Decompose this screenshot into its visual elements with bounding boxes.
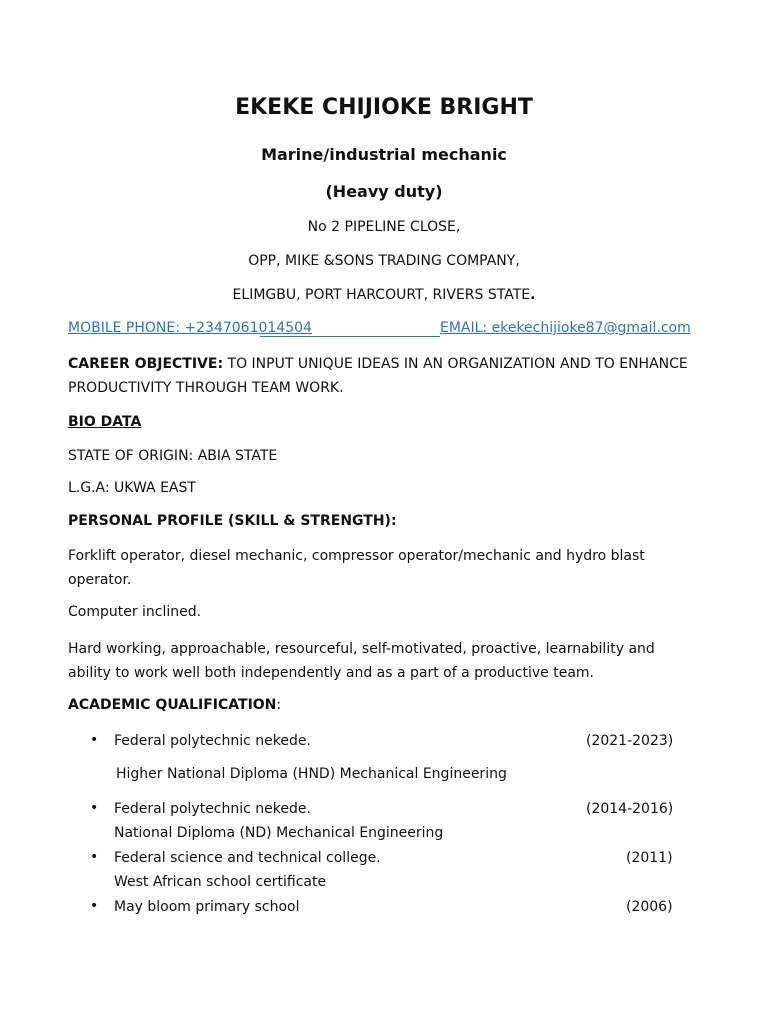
academic-heading: ACADEMIC QUALIFICATION:	[68, 697, 282, 713]
state-of-origin: STATE OF ORIGIN: ABIA STATE	[68, 448, 278, 464]
bullet-icon: •	[90, 898, 99, 914]
contact-underline-gap	[260, 320, 440, 337]
academic-school: May bloom primary school	[114, 899, 300, 915]
address-line-3: ELIMGBU, PORT HARCOURT, RIVERS STATE.	[232, 287, 536, 303]
academic-year: (2021-2023)	[586, 733, 674, 749]
bullet-icon: •	[90, 849, 99, 865]
academic-school: Federal science and technical college.	[114, 850, 381, 866]
academic-year: (2006)	[626, 899, 673, 915]
profile-skills: Forklift operator, diesel mechanic, compressor operator/mechanic and hydro blast operator.	[68, 548, 645, 588]
career-objective: CAREER OBJECTIVE: TO INPUT UNIQUE IDEAS IN AN ORGANIZATION AND TO ENHANCE PRODUCTIVITY THROUGH TEAM WORK.	[68, 356, 688, 396]
address-line-1: No 2 PIPELINE CLOSE,	[307, 219, 461, 235]
academic-detail: West African school certificate	[114, 874, 327, 890]
academic-school: Federal polytechnic nekede.	[114, 733, 311, 749]
bullet-icon: •	[90, 732, 99, 748]
personal-profile-heading: PERSONAL PROFILE (SKILL & STRENGTH):	[68, 513, 397, 529]
lga: L.G.A: UKWA EAST	[68, 480, 196, 496]
job-subtitle: (Heavy duty)	[325, 182, 443, 201]
profile-computer: Computer inclined.	[68, 604, 202, 620]
bullet-icon: •	[90, 800, 99, 816]
profile-traits: Hard working, approachable, resourceful, self-motivated, proactive, learnability and ability to work well both independently and as a part of a productive team.	[68, 641, 655, 681]
academic-year: (2011)	[626, 850, 673, 866]
career-objective-text: TO INPUT UNIQUE IDEAS IN AN ORGANIZATION AND TO ENHANCE	[223, 356, 688, 372]
academic-detail: Higher National Diploma (HND) Mechanical Engineering	[116, 766, 507, 782]
candidate-name: EKEKE CHIJIOKE BRIGHT	[235, 95, 533, 120]
academic-school: Federal polytechnic nekede.	[114, 801, 311, 817]
academic-year: (2014-2016)	[586, 801, 674, 817]
address-line-2: OPP, MIKE &SONS TRADING COMPANY,	[248, 253, 520, 269]
mobile-phone-link[interactable]: MOBILE PHONE: +2347061014504	[68, 320, 312, 336]
bio-data-heading: BIO DATA	[68, 414, 142, 430]
email-link[interactable]: EMAIL: ekekechijioke87@gmail.com	[440, 320, 691, 336]
job-title: Marine/industrial mechanic	[261, 145, 507, 164]
academic-detail: National Diploma (ND) Mechanical Engineering	[114, 825, 444, 841]
career-objective-label: CAREER OBJECTIVE	[68, 356, 218, 372]
